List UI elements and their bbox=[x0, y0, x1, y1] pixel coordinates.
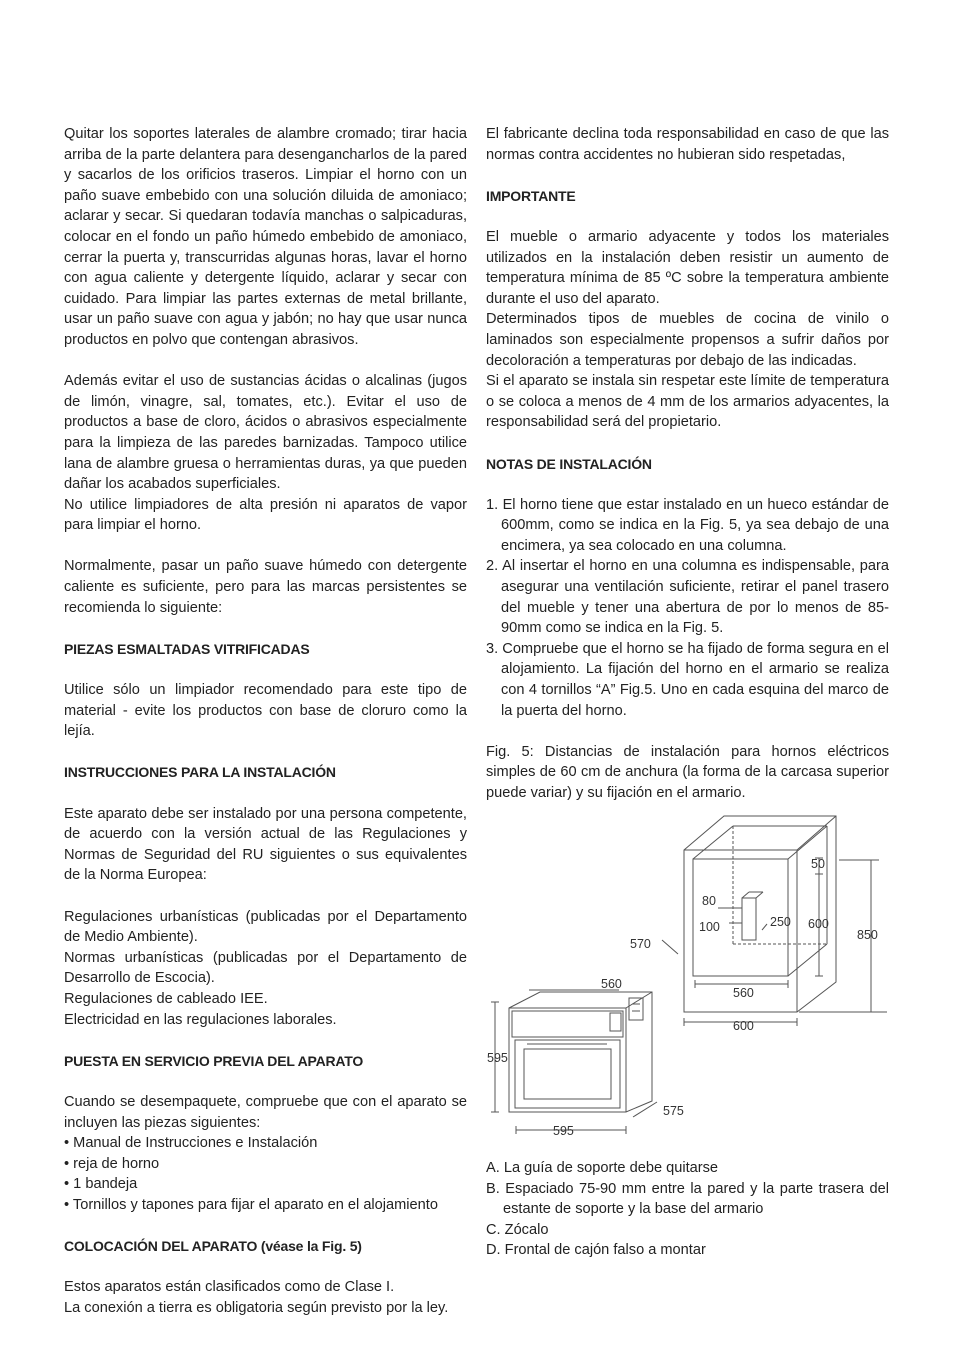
oven-drawing bbox=[509, 992, 652, 1112]
dim-label-560-cabinet: 560 bbox=[733, 986, 754, 1000]
regulation-item: Normas urbanísticas (publicadas por el Departamento de Desarrollo de Escocia). bbox=[64, 949, 467, 987]
service-heading: PUESTA EN SERVICIO PREVIA DEL APARATO bbox=[64, 1052, 364, 1069]
dim-label-560-oven: 560 bbox=[601, 977, 622, 991]
dim-label-575: 575 bbox=[663, 1104, 684, 1118]
installation-diagram bbox=[487, 812, 889, 1142]
dim-label-595-height: 595 bbox=[487, 1051, 508, 1065]
install-note: 3. Compruebe que el horno se ha fijado de forma segura en el alojamiento. La fijación del horno en el armario se realiza con 4 tornillos “A” Fig.5. Uno en cada esquina del marco de la puerta del horno. bbox=[486, 640, 889, 719]
cabinet-drawing bbox=[684, 816, 836, 1012]
dim-label-250: 250 bbox=[770, 915, 791, 929]
placement-heading-main: COLOCACIÓN DEL APARATO bbox=[64, 1238, 258, 1255]
important-text: El mueble o armario adyacente y todos los materiales utilizados en la instalación deben resistir un aumento de temperatura mínima de 85 ºC sobre la temperatura ambiente durante el uso del aparato. bbox=[486, 228, 889, 307]
legend-item: D. Frontal de cajón falso a montar bbox=[486, 1242, 706, 1259]
service-text: Cuando se desempaquete, compruebe que con el aparato se incluyen las piezas siguientes: bbox=[64, 1093, 467, 1131]
dim-label-50: 50 bbox=[811, 857, 825, 871]
placement-heading-reference: (véase la Fig. 5) bbox=[260, 1238, 362, 1255]
cleaning-paragraph-2: Además evitar el uso de sustancias ácidas o alcalinas (jugos de limón, vinagre, sal, tomates, etc.). Evitar el uso de productos a base de cloro, ácidos o abrasivos especialmente para la limpieza de las paredes barnizadas. Tampoco utilice lana de alambre gruesa o herramientas duras, ya que pueden dañar los acabados superficiales. bbox=[64, 373, 467, 493]
legend-item: C. Zócalo bbox=[486, 1221, 549, 1238]
notes-heading: NOTAS DE INSTALACIÓN bbox=[486, 455, 652, 472]
dim-label-570: 570 bbox=[630, 937, 651, 951]
regulation-item: Regulaciones de cableado IEE. bbox=[64, 990, 268, 1007]
important-text: Determinados tipos de muebles de cocina de vinilo o laminados son especialmente propensos a sufrir daños por decoloración a temperaturas por debajo de las indicadas. bbox=[486, 311, 889, 369]
installation-diagram-svg bbox=[487, 812, 889, 1142]
service-list-item: • Tornillos y tapones para fijar el aparato en el alojamiento bbox=[64, 1196, 438, 1213]
placement-text: Estos aparatos están clasificados como de Clase I. bbox=[64, 1279, 395, 1296]
placement-heading bbox=[64, 1236, 467, 1257]
dim-label-850: 850 bbox=[857, 928, 878, 942]
dim-label-80: 80 bbox=[702, 894, 716, 908]
important-text: Si el aparato se instala sin respetar este límite de temperatura o se coloca a menos de 4 mm de los armarios adyacentes, la responsabilidad será del propietario. bbox=[486, 373, 889, 431]
disclaimer-text: El fabricante declina toda responsabilidad en caso de que las normas contra accidentes no hubieran sido respetadas, bbox=[486, 126, 889, 163]
right-column bbox=[486, 124, 889, 804]
cleaning-paragraph-4: Normalmente, pasar un paño suave húmedo con detergente caliente es suficiente, pero para las marcas persistentes se recomienda lo siguiente: bbox=[64, 558, 467, 616]
install-text: Este aparato debe ser instalado por una persona competente, de acuerdo con la versión actual de las Regulaciones y Normas de Seguridad del RU siguientes o sus equivalentes de la Norma Europea: bbox=[64, 805, 467, 884]
dim-label-595-width: 595 bbox=[553, 1124, 574, 1138]
enamel-heading: PIEZAS ESMALTADAS VITRIFICADAS bbox=[64, 640, 310, 657]
figure-legend bbox=[486, 1158, 889, 1261]
service-list-item: • 1 bandeja bbox=[64, 1176, 138, 1193]
regulation-item: Regulaciones urbanísticas (publicadas por el Departamento de Medio Ambiente). bbox=[64, 908, 467, 946]
regulation-item: Electricidad en las regulaciones laborales. bbox=[64, 1011, 337, 1028]
legend-item: A. La guía de soporte debe quitarse bbox=[486, 1160, 719, 1176]
service-list-item: • reja de horno bbox=[64, 1155, 160, 1172]
important-heading: IMPORTANTE bbox=[486, 187, 576, 204]
figure-caption: Fig. 5: Distancias de instalación para hornos eléctricos simples de 60 cm de anchura (la forma de la carcasa superior puede variar) y su fijación en el armario. bbox=[486, 743, 889, 801]
dim-label-100: 100 bbox=[699, 920, 720, 934]
install-note: 1. El horno tiene que estar instalado en un hueco estándar de 600mm, como se indica en la Fig. 5, ya sea debajo de una encimera, ya sea colocado en una columna. bbox=[486, 496, 889, 554]
dim-label-600-width: 600 bbox=[733, 1019, 754, 1033]
enamel-text: Utilice sólo un limpiador recomendado para este tipo de material - evite los productos con base de cloruro como la lejía. bbox=[64, 682, 467, 740]
service-list-item: • Manual de Instrucciones e Instalación bbox=[64, 1135, 318, 1152]
legend-item: B. Espaciado 75-90 mm entre la pared y la parte trasera del estante de soporte y la base del armario bbox=[486, 1180, 889, 1218]
install-note: 2. Al insertar el horno en una columna es indispensable, para asegurar una ventilación suficiente, retirar el panel trasero del mueble y tener una abertura de por lo menos de 85-90mm como se indica en la Fig. 5. bbox=[486, 558, 889, 637]
cleaning-paragraph-3: No utilice limpiadores de alta presión ni aparatos de vapor para limpiar el horno. bbox=[64, 496, 467, 534]
placement-text: La conexión a tierra es obligatoria según previsto por la ley. bbox=[64, 1299, 449, 1316]
dim-label-600-height: 600 bbox=[808, 917, 829, 931]
cleaning-paragraph-1: Quitar los soportes laterales de alambre cromado; tirar hacia arriba de la parte delantera para desengancharlos de la pared y sacarlos de los orificios traseros. Limpiar el horno con un paño suave embebido con una solución diluida de amoniaco; aclarar y secar. Si quedaran todavía manchas o salpicaduras, colocar en el fondo un paño húmedo embebido de amoniaco, cerrar la puerta y, transcurridas algunas horas, lavar el horno con agua caliente y detergente líquido, aclarar y secar con cuidado. Para limpiar las partes externas de metal brillante, usar un paño suave con agua y jabón; no hay que usar nunca productos en polvo que contengan abrasivos. bbox=[64, 126, 467, 348]
left-column bbox=[64, 124, 467, 1318]
install-heading: INSTRUCCIONES PARA LA INSTALACIÓN bbox=[64, 764, 336, 781]
